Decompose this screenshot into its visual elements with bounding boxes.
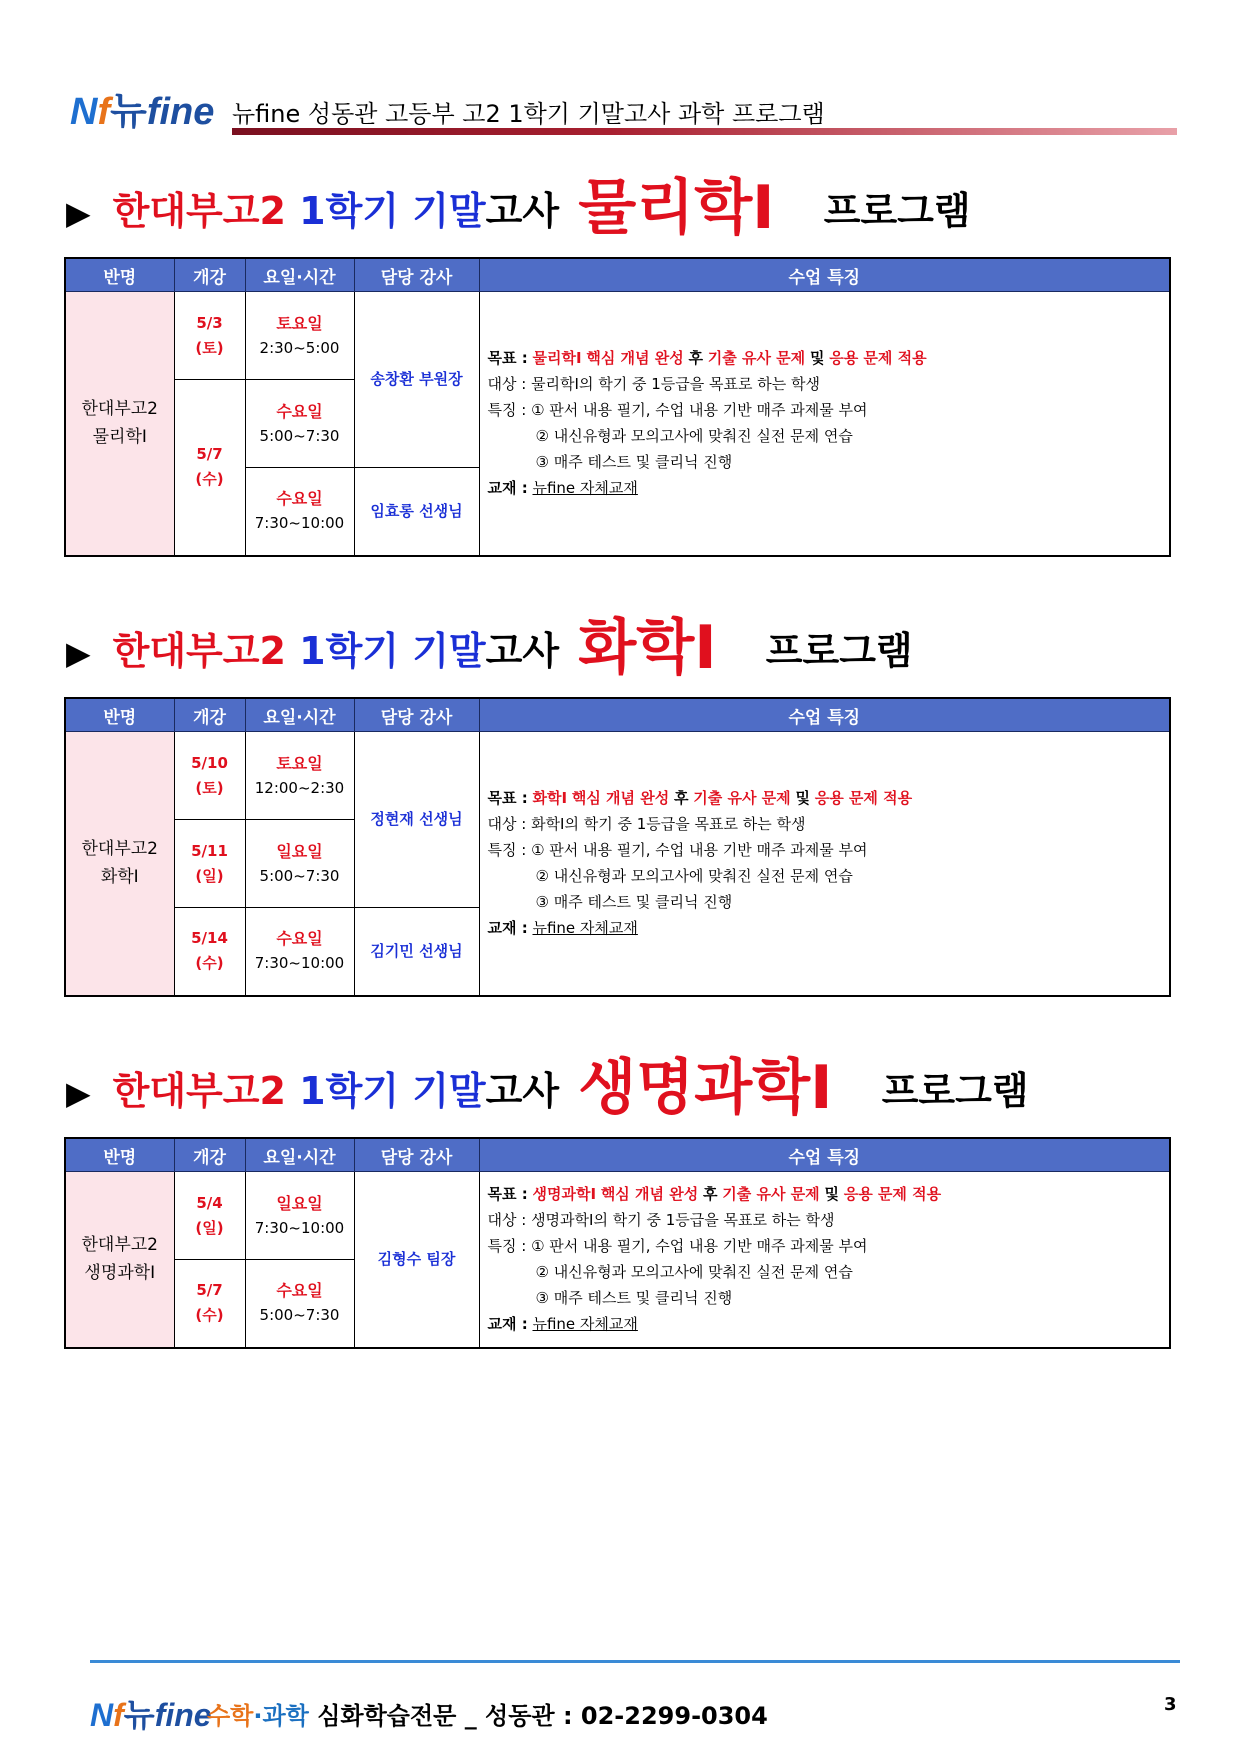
feature-line: 특징 : ① 판서 내용 필기, 수업 내용 기반 매주 과제물 부여 [487, 841, 868, 860]
start-date: 5/3 (토) [174, 292, 245, 380]
day-time: 일요일 5:00~7:30 [245, 820, 354, 908]
page-number: 3 [1164, 1694, 1177, 1715]
class-name: 한대부고2 화학Ⅰ [65, 732, 174, 996]
section-title-physics: ▶ 한대부고2 1학기 기말고사 물리학Ⅰ 프로그램 [66, 173, 971, 243]
table-row [65, 1172, 1170, 1260]
col-teacher: 담당 강사 [354, 698, 479, 732]
goal-line: 목표 : 화학Ⅰ 핵심 개념 완성 후 기출 유사 문제 및 응용 문제 적용 [487, 789, 913, 808]
col-features: 수업 특징 [479, 258, 1170, 292]
feature-line: 특징 : ① 판서 내용 필기, 수업 내용 기반 매주 과제물 부여 [487, 401, 868, 420]
program-table-physics [64, 257, 1171, 557]
teacher-name: 임효롱 선생님 [354, 468, 479, 556]
start-date: 5/14 (수) [174, 908, 245, 996]
section-title-biology: ▶ 한대부고2 1학기 기말고사 생명과학Ⅰ 프로그램 [66, 1053, 1029, 1123]
start-date: 5/10 (토) [174, 732, 245, 820]
col-teacher: 담당 강사 [354, 258, 479, 292]
textbook-line: 교재 : 뉴fine 자체교재 [487, 479, 638, 498]
feature-line: ③ 매주 테스트 및 클리닉 진행 [535, 1289, 733, 1308]
feature-line: 특징 : ① 판서 내용 필기, 수업 내용 기반 매주 과제물 부여 [487, 1237, 868, 1256]
col-day-time: 요일·시간 [245, 258, 354, 292]
feature-line: ② 내신유형과 모의고사에 맞춰진 실전 문제 연습 [535, 867, 853, 886]
table-header-row [65, 1138, 1170, 1172]
day-time: 일요일 7:30~10:00 [245, 1172, 354, 1260]
col-class: 반명 [65, 1138, 174, 1172]
col-features: 수업 특징 [479, 698, 1170, 732]
section-title-chemistry: ▶ 한대부고2 1학기 기말고사 화학Ⅰ 프로그램 [66, 613, 913, 683]
col-teacher: 담당 강사 [354, 1138, 479, 1172]
table-header-row [65, 258, 1170, 292]
teacher-name: 김형수 팀장 [354, 1172, 479, 1348]
class-name: 한대부고2 물리학Ⅰ [65, 292, 174, 556]
teacher-name: 정현재 선생님 [354, 732, 479, 908]
textbook-line: 교재 : 뉴fine 자체교재 [487, 1315, 638, 1334]
feature-line: ② 내신유형과 모의고사에 맞춰진 실전 문제 연습 [535, 427, 853, 446]
class-features [479, 1172, 1170, 1348]
day-time: 수요일 7:30~10:00 [245, 468, 354, 556]
footer-contact: 수학·과학 심화학습전문 _ 성동관 : 02-2299-0304 [207, 1702, 768, 1730]
table-header-row [65, 698, 1170, 732]
day-time: 토요일 12:00~2:30 [245, 732, 354, 820]
triangle-bullet-icon: ▶ [66, 634, 91, 672]
col-start: 개강 [174, 698, 245, 732]
day-time: 수요일 5:00~7:30 [245, 1260, 354, 1348]
teacher-name: 김기민 선생님 [354, 908, 479, 996]
class-name: 한대부고2 생명과학Ⅰ [65, 1172, 174, 1348]
class-features [479, 292, 1170, 556]
teacher-name: 송창환 부원장 [354, 292, 479, 468]
start-date: 5/4 (일) [174, 1172, 245, 1260]
day-time: 수요일 7:30~10:00 [245, 908, 354, 996]
triangle-bullet-icon: ▶ [66, 1074, 91, 1112]
nufine-footer-logo: Nf뉴fine [90, 1697, 212, 1733]
col-day-time: 요일·시간 [245, 1138, 354, 1172]
textbook-line: 교재 : 뉴fine 자체교재 [487, 919, 638, 938]
feature-line: ② 내신유형과 모의고사에 맞춰진 실전 문제 연습 [535, 1263, 853, 1282]
col-start: 개강 [174, 1138, 245, 1172]
goal-line: 목표 : 물리학Ⅰ 핵심 개념 완성 후 기출 유사 문제 및 응용 문제 적용 [487, 349, 927, 368]
col-start: 개강 [174, 258, 245, 292]
program-table-chemistry [64, 697, 1171, 997]
footer-divider [90, 1660, 1180, 1663]
start-date: 5/11 (일) [174, 820, 245, 908]
triangle-bullet-icon: ▶ [66, 194, 91, 232]
target-line: 대상 : 화학Ⅰ의 학기 중 1등급을 목표로 하는 학생 [487, 815, 806, 834]
day-time: 토요일 2:30~5:00 [245, 292, 354, 380]
program-table-biology [64, 1137, 1171, 1349]
start-date: 5/7 (수) [174, 1260, 245, 1348]
col-day-time: 요일·시간 [245, 698, 354, 732]
nufine-logo: Nf뉴fine [70, 91, 215, 133]
target-line: 대상 : 생명과학Ⅰ의 학기 중 1등급을 목표로 하는 학생 [487, 1211, 835, 1230]
header-divider [232, 128, 1177, 135]
table-row [65, 292, 1170, 380]
goal-line: 목표 : 생명과학Ⅰ 핵심 개념 완성 후 기출 유사 문제 및 응용 문제 적용 [487, 1185, 942, 1204]
feature-line: ③ 매주 테스트 및 클리닉 진행 [535, 453, 733, 472]
col-class: 반명 [65, 258, 174, 292]
day-time: 수요일 5:00~7:30 [245, 380, 354, 468]
class-features [479, 732, 1170, 996]
feature-line: ③ 매주 테스트 및 클리닉 진행 [535, 893, 733, 912]
col-features: 수업 특징 [479, 1138, 1170, 1172]
start-date: 5/7 (수) [174, 380, 245, 556]
col-class: 반명 [65, 698, 174, 732]
table-row [65, 732, 1170, 820]
header-title: 뉴fine 성동관 고등부 고2 1학기 기말고사 과학 프로그램 [232, 100, 825, 128]
target-line: 대상 : 물리학Ⅰ의 학기 중 1등급을 목표로 하는 학생 [487, 375, 820, 394]
